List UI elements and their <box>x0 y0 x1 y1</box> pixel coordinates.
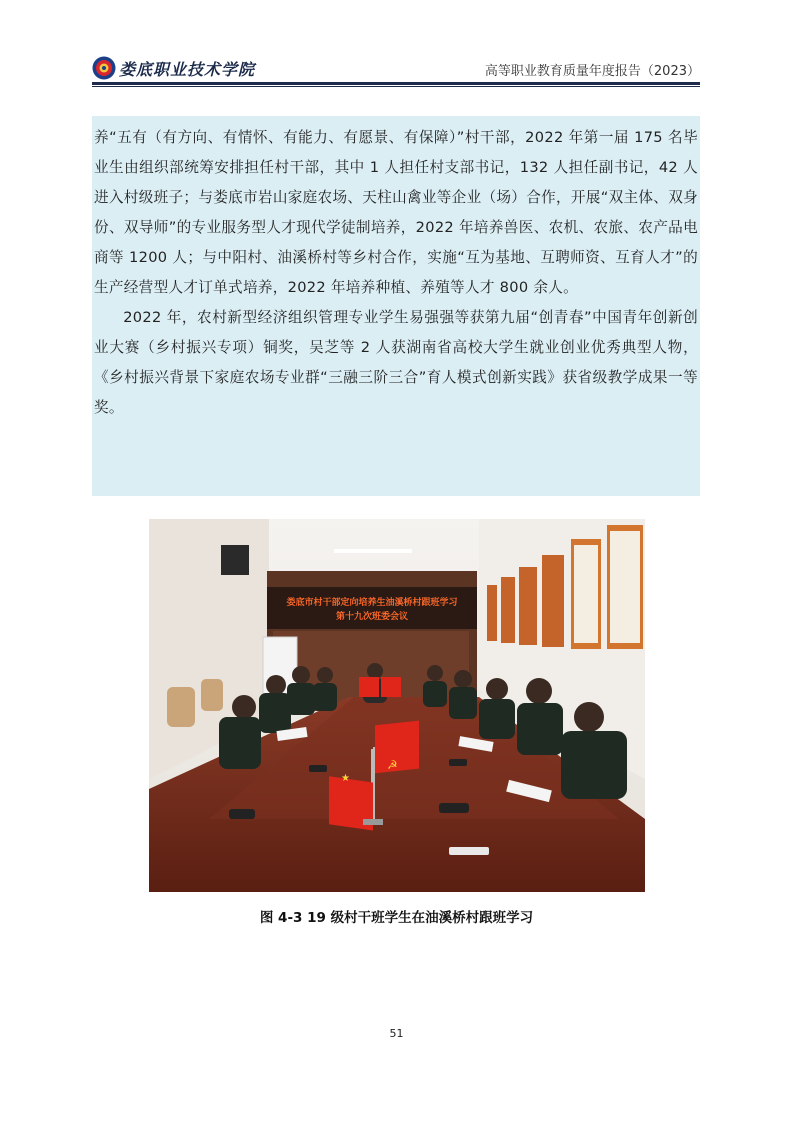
figure-caption: 图 4-3 19 级村干班学生在油溪桥村跟班学习 <box>259 910 534 926</box>
star-icon: ★ <box>341 773 350 784</box>
paragraph: 养“五有（有方向、有情怀、有能力、有愿景、有保障）”村干部，2022 年第一届 175 名毕业生由组织部统筹安排担任村干部，其中 1 人担任村支部书记，132 人担任副书记，42 人进入村级班子；与娄底市岩山家庭农场、天柱山禽业等企业（场）合作，开展“双主体、双身份、双导师”的专业服务型人才现代学徒制培养，2022 年培养兽医、农机、农旅、农产品电商等 1200 人；与中阳村、油溪桥村等乡村合作，实施“互为基地、互聘师资、互育人才”的生产经营型人才订单式培养，2022 年培养种植、养殖等人才 800 余人。 <box>94 129 698 296</box>
highlighted-text-box <box>92 116 700 496</box>
page-number: 51 <box>389 1027 404 1040</box>
banner-line-1: 娄底市村干部定向培养生油溪桥村跟班学习 <box>286 598 458 608</box>
meeting-photo <box>149 519 645 892</box>
banner-line-2: 第十九次班委会议 <box>335 612 409 622</box>
party-emblem-icon: ☭ <box>387 758 398 772</box>
paragraph: 2022 年，农村新型经济组织管理专业学生易强强等获第九届“创青春”中国青年创新创业大赛（乡村振兴专项）铜奖，吴芝等 2 人获湖南省高校大学生就业创业优秀典型人物，《乡村振兴背景下家庭农场专业群“三融三阶三合”育人模式创新实践》获省级教学成果一等奖。 <box>94 309 698 416</box>
speaker-icon <box>221 545 249 575</box>
page-header <box>92 52 700 84</box>
header-rule-thin <box>92 86 700 87</box>
school-logo-icon <box>92 56 116 80</box>
report-title: 高等职业教育质量年度报告（2023） <box>484 64 700 79</box>
school-name: 娄底职业技术学院 <box>119 60 256 79</box>
meeting-room-illustration <box>149 519 645 892</box>
header-rule <box>92 82 700 85</box>
